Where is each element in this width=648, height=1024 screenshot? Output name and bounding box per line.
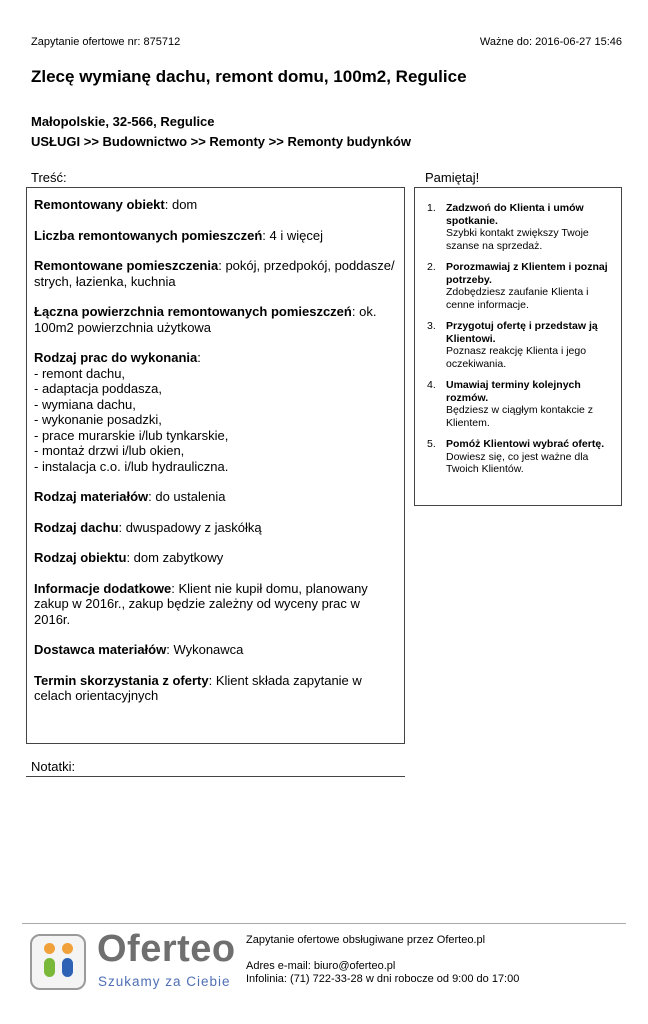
logo-name: Oferteo: [97, 928, 236, 970]
header-meta: [31, 36, 622, 48]
tip-item: [427, 438, 613, 476]
logo-tagline: Szukamy za Ciebie: [98, 974, 231, 989]
tip-item: [427, 379, 613, 429]
content-label: Treść:: [31, 170, 67, 185]
category-breadcrumb: USŁUGI >> Budownictwo >> Remonty >> Remonty budynków: [31, 134, 411, 149]
remember-label: Pamiętaj!: [425, 170, 480, 185]
field-value: : dwuspadowy z jaskółką: [118, 519, 262, 535]
oferteo-logo-icon: [30, 934, 86, 990]
field-roof-type: [34, 520, 397, 536]
tip-text: Będziesz w ciągłym kontakcie z Klientem.: [446, 404, 594, 429]
field-value: : Klient składa zapytanie w celach orientacyjnych: [34, 672, 362, 703]
field-deadline: [34, 673, 397, 704]
content-box: [26, 187, 405, 744]
field-label: Informacje dodatkowe: [34, 580, 172, 596]
field-supplier: [34, 642, 397, 658]
field-additional-info: [34, 581, 397, 628]
email-line: Adres e-mail: biuro@oferteo.pl: [246, 959, 396, 972]
valid-until: Ważne do: 2016-06-27 15:46: [479, 36, 622, 48]
service-line: Zapytanie ofertowe obsługiwane przez Oferteo.pl: [246, 934, 486, 946]
list-item: - montaż drzwi i/lub okien,: [34, 443, 185, 458]
list-item: - prace murarskie i/lub tynkarskie,: [34, 427, 229, 443]
field-room-count: [34, 228, 397, 244]
logo-dot-right: [62, 943, 73, 954]
tip-number: 5.: [427, 438, 436, 450]
field-label: Rodzaj dachu: [34, 519, 119, 535]
tips-list: [427, 202, 613, 476]
field-value: : dom zabytkowy: [126, 550, 224, 565]
field-label: Liczba remontowanych pomieszczeń: [34, 227, 263, 243]
field-value: : 4 i więcej: [262, 227, 323, 243]
list-item: - adaptacja poddasza,: [34, 381, 162, 396]
field-value: : ok. 100m2 powierzchnia użytkowa: [34, 304, 377, 335]
footer-info: [246, 934, 519, 987]
tip-title: Przygotuj ofertę i przedstaw ją Klientowi.: [446, 320, 598, 345]
field-value: : pokój, przedpokój, poddasze/ strych, łazienka, kuchnia: [34, 258, 395, 289]
field-label: Rodzaj materiałów: [34, 489, 149, 504]
tip-text: Szybki kontakt zwiększy Twoje szanse na sprzedaż.: [446, 227, 589, 252]
logo-figure-blue: [62, 958, 73, 977]
list-item: - remont dachu,: [34, 365, 126, 381]
field-label: Rodzaj obiektu: [34, 550, 127, 565]
tip-text: Zdobędziesz zaufanie Klienta i cenne informacje.: [446, 286, 589, 311]
tip-title: Porozmawiaj z Klientem i poznaj potrzeby.: [446, 261, 608, 286]
tip-number: 2.: [427, 261, 436, 273]
field-label: Remontowany obiekt: [34, 197, 165, 212]
list-item: - instalacja c.o. i/lub hydrauliczna.: [34, 458, 229, 474]
field-rooms: [34, 258, 397, 289]
field-label: Rodzaj prac do wykonania: [34, 350, 198, 365]
tip-text: Poznasz reakcję Klienta i jego oczekiwania.: [446, 345, 587, 370]
list-item: - wykonanie posadzki,: [34, 412, 162, 427]
field-label: Remontowane pomieszczenia: [34, 258, 219, 273]
request-number: Zapytanie ofertowe nr: 875712: [31, 36, 181, 48]
field-value: : Klient nie kupił domu, planowany zakup w 2016r., zakup będzie zależny od wyceny prac w 2016r.: [34, 580, 368, 627]
work-list: [34, 366, 397, 475]
tip-number: 1.: [427, 202, 436, 214]
tip-item: [427, 261, 613, 311]
field-value: : Wykonawca: [166, 642, 244, 657]
field-value: : dom: [164, 197, 198, 212]
field-label: Łączna powierzchnia remontowanych pomieszczeń: [34, 304, 352, 319]
tip-title: Pomóż Klientowi wybrać ofertę.: [446, 438, 605, 450]
page-title: Zlecę wymianę dachu, remont domu, 100m2, Regulice: [31, 67, 467, 86]
logo-figure-green: [44, 958, 55, 977]
tip-item: [427, 320, 613, 370]
phone-line: Infolinia: (71) 722-33-28 w dni robocze od 9:00 do 17:00: [246, 973, 520, 985]
field-label: Termin skorzystania z oferty: [34, 672, 209, 688]
location: Małopolskie, 32-566, Regulice: [31, 114, 215, 129]
field-object-type: [34, 550, 397, 566]
tip-text: Dowiesz się, co jest ważne dla Twoich Klientów.: [446, 450, 589, 475]
notes-line: [26, 776, 405, 777]
tip-title: Zadzwoń do Klienta i umów spotkanie.: [446, 202, 584, 227]
tip-number: 4.: [427, 379, 436, 391]
field-label: Dostawca materiałów: [34, 642, 167, 657]
field-value: :: [197, 350, 201, 365]
tip-item: [427, 202, 613, 252]
tip-number: 3.: [427, 320, 436, 332]
field-materials: [34, 489, 397, 505]
field-work-type: [34, 350, 397, 474]
notes-label: Notatki:: [31, 759, 76, 774]
list-item: - wymiana dachu,: [34, 396, 136, 412]
remember-box: [414, 187, 622, 506]
footer-divider: [22, 923, 626, 924]
logo-dot-left: [44, 943, 55, 954]
field-area: [34, 304, 397, 335]
field-value: : do ustalenia: [148, 489, 226, 504]
tip-title: Umawiaj terminy kolejnych rozmów.: [446, 379, 581, 404]
field-object: [34, 197, 397, 213]
